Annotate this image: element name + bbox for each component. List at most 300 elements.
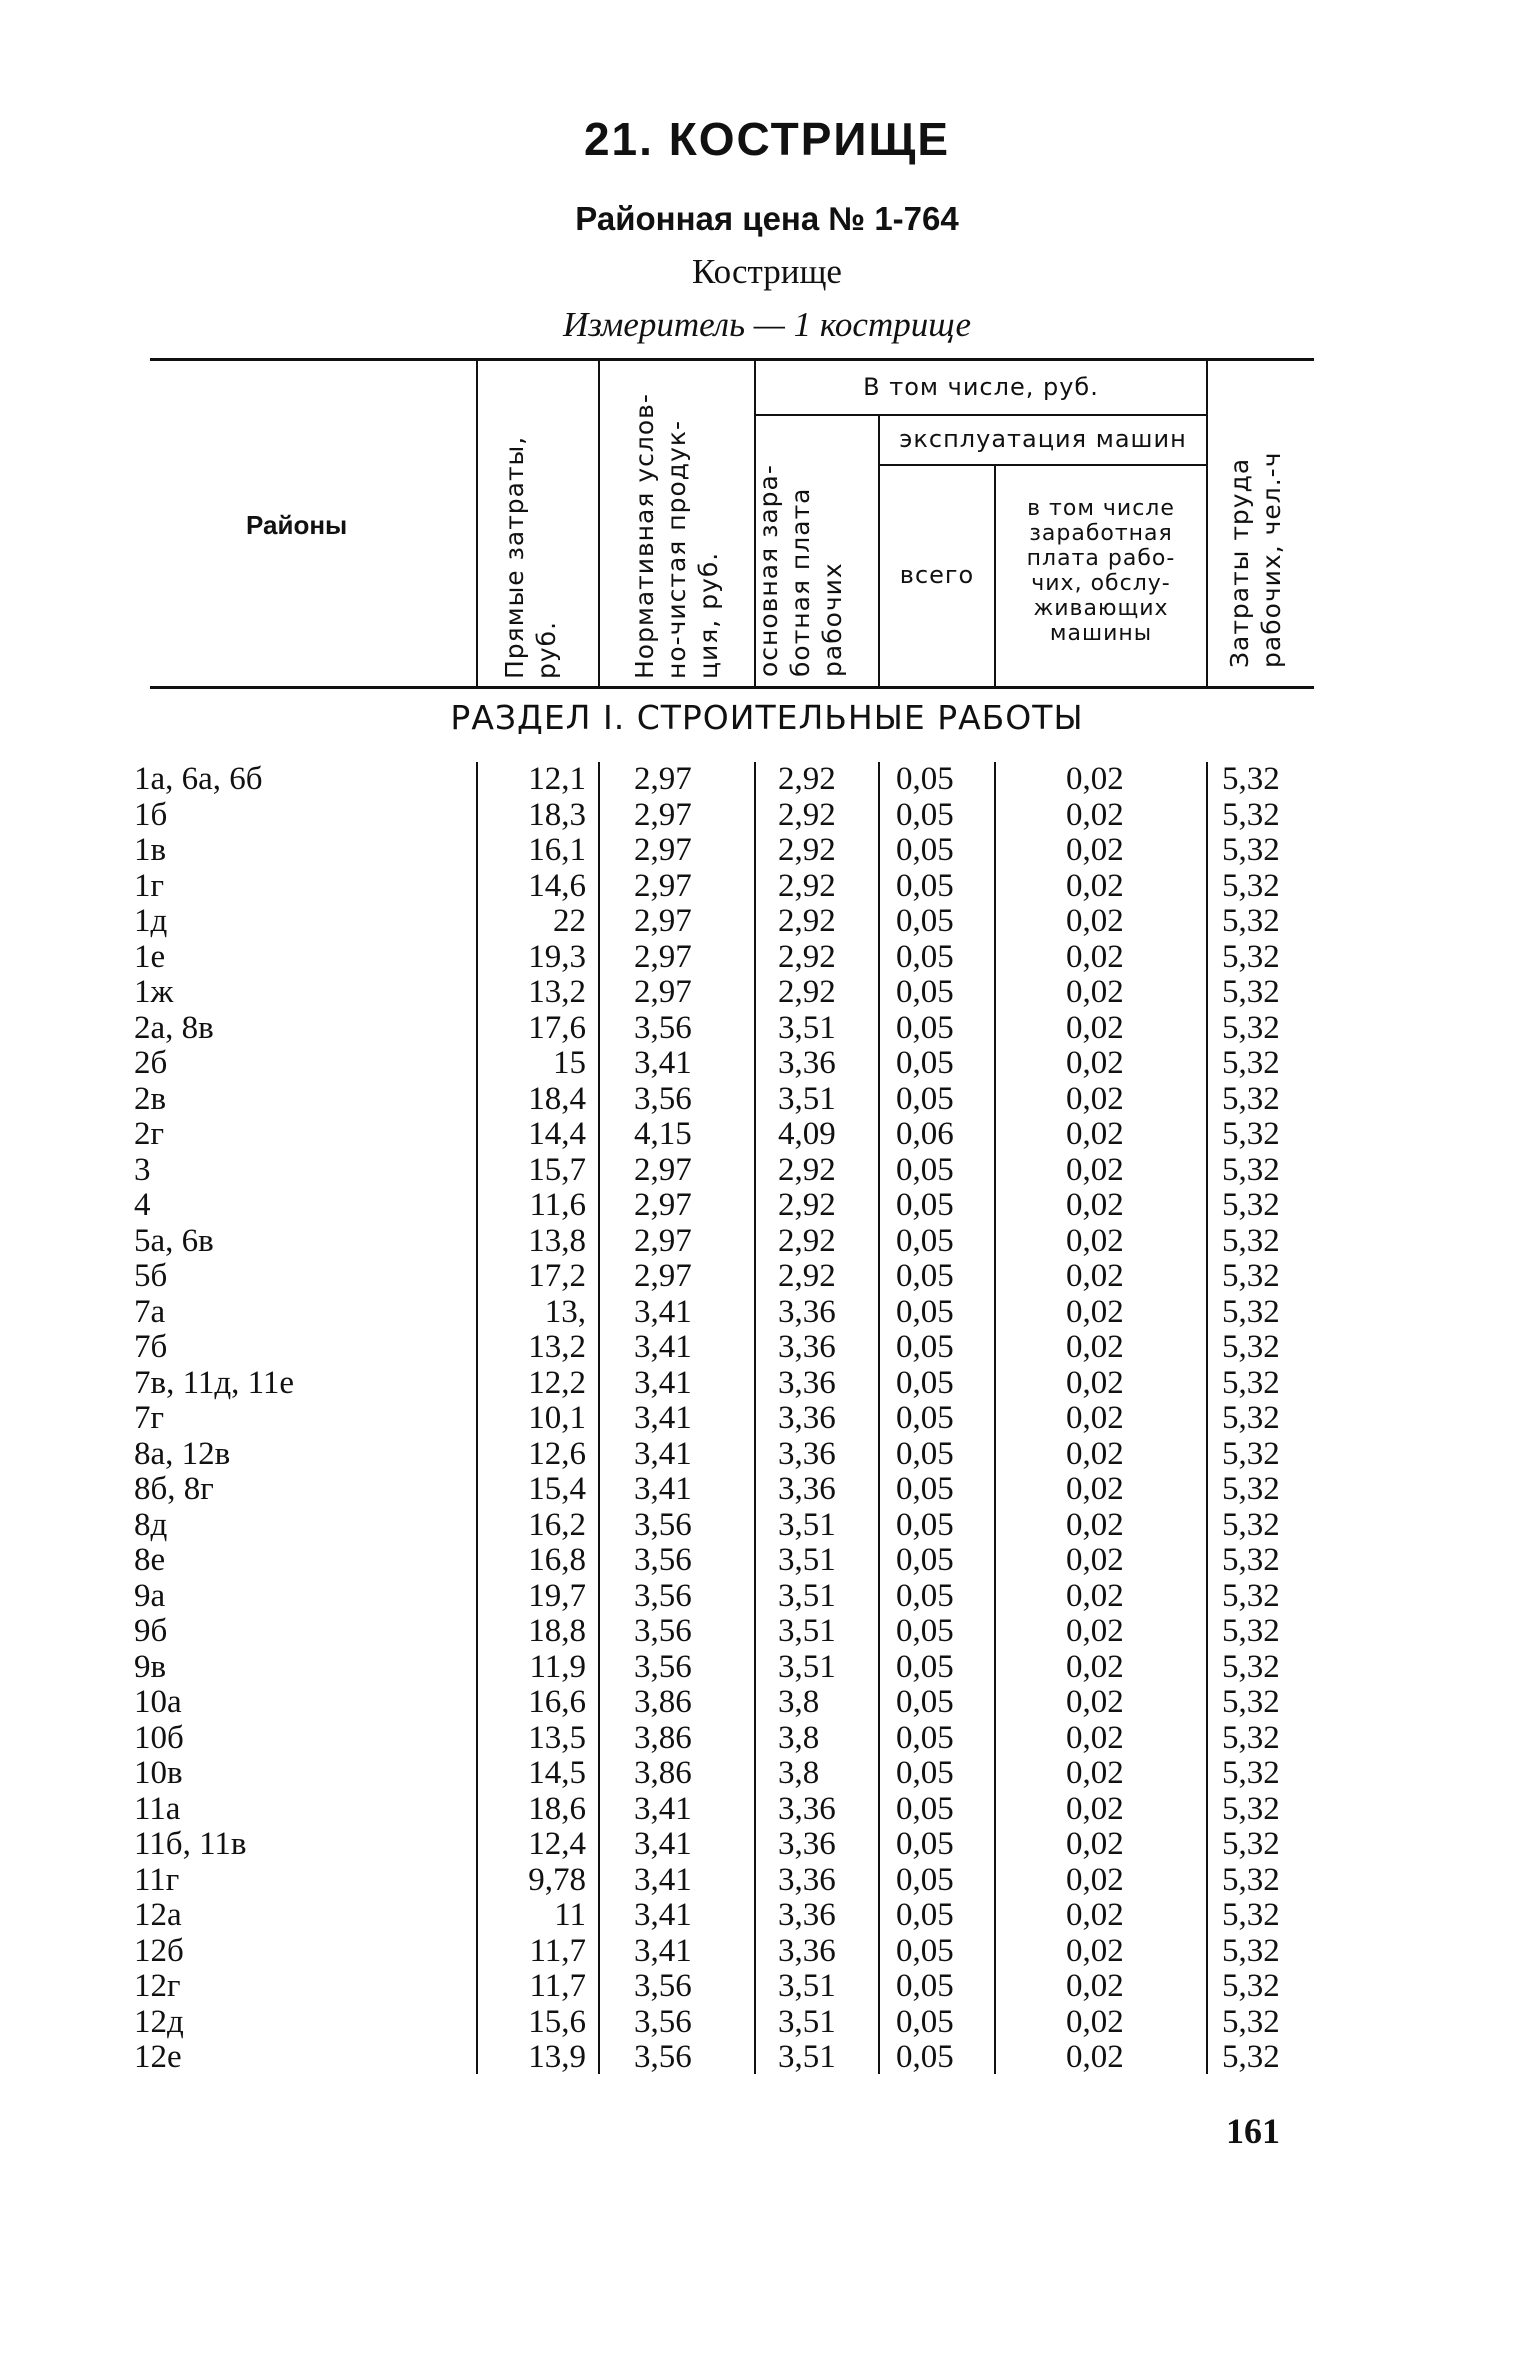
cell-total: 0,05 (896, 1506, 954, 1543)
cell-labor: 5,32 (1222, 1151, 1280, 1188)
cell-normative: 4,15 (634, 1116, 692, 1152)
cell-incl: 0,02 (1066, 1968, 1124, 2004)
cell-region: 1б (134, 796, 168, 833)
cell-total: 0,05 (896, 1045, 954, 1081)
cell-base: 3,51 (778, 2003, 836, 2040)
cell-direct: 12,6 (528, 1435, 586, 1472)
cell-base: 3,51 (778, 1648, 836, 1685)
cell-incl: 0,02 (1066, 1471, 1124, 1507)
unit-line: Измеритель — 1 кострище (562, 305, 972, 344)
cell-labor: 5,32 (1222, 2003, 1280, 2040)
header-sub-rule (756, 414, 1206, 416)
cell-incl: 0,02 (1066, 903, 1124, 939)
cell-total: 0,05 (896, 938, 954, 975)
header-regions: Районы (246, 510, 348, 540)
cell-incl: 0,02 (1066, 1932, 1124, 1969)
cell-incl: 0,02 (1066, 1506, 1124, 1543)
cell-total: 0,05 (896, 1364, 954, 1401)
cell-direct: 9,78 (528, 1861, 586, 1898)
cell-incl: 0,02 (1066, 1258, 1124, 1294)
cell-labor: 5,32 (1222, 1719, 1280, 1756)
cell-base: 2,92 (778, 761, 836, 797)
cell-region: 7в, 11д, 11е (134, 1364, 295, 1401)
cell-direct: 15,4 (528, 1471, 586, 1507)
cell-incl: 0,02 (1066, 1577, 1124, 1614)
cell-labor: 5,32 (1222, 1897, 1280, 1933)
cell-labor: 5,32 (1222, 1222, 1280, 1259)
table-row (0, 1117, 1534, 1153)
cell-total: 0,05 (896, 1648, 954, 1685)
header-sub-rule (880, 464, 1206, 466)
cell-incl: 0,02 (1066, 1293, 1124, 1330)
table-row (0, 2005, 1534, 2041)
table-row (0, 2040, 1534, 2076)
cell-incl: 0,02 (1066, 1080, 1124, 1117)
cell-total: 0,05 (896, 1861, 954, 1898)
cell-labor: 5,32 (1222, 1684, 1280, 1720)
table-row (0, 940, 1534, 976)
cell-labor: 5,32 (1222, 1009, 1280, 1046)
cell-labor: 5,32 (1222, 1116, 1280, 1152)
cell-base: 3,36 (778, 1329, 836, 1365)
cell-region: 10б (134, 1719, 184, 1756)
cell-incl: 0,02 (1066, 1151, 1124, 1188)
cell-labor: 5,32 (1222, 1435, 1280, 1472)
cell-incl: 0,02 (1066, 1009, 1124, 1046)
cell-region: 5а, 6в (134, 1222, 214, 1259)
cell-normative: 3,41 (634, 1861, 692, 1898)
cell-labor: 5,32 (1222, 1968, 1280, 2004)
cell-base: 3,8 (778, 1684, 820, 1720)
cell-direct: 17,2 (528, 1258, 586, 1294)
cell-total: 0,05 (896, 1080, 954, 1117)
cell-normative: 2,97 (634, 1151, 692, 1188)
cell-normative: 2,97 (634, 1258, 692, 1294)
cell-direct: 12,1 (528, 761, 586, 797)
cell-base: 3,51 (778, 1613, 836, 1649)
cell-direct: 18,8 (528, 1613, 586, 1649)
cell-direct: 17,6 (528, 1009, 586, 1046)
header-base-wage: основная зара- ботная плата рабочих (754, 464, 847, 677)
header-normative: Нормативная услов- но-чистая продук- ция, руб. (630, 393, 723, 679)
cell-direct: 22 (553, 903, 586, 939)
cell-direct: 12,2 (528, 1364, 586, 1401)
header-machines: эксплуатация машин (899, 425, 1187, 453)
cell-base: 3,36 (778, 1293, 836, 1330)
cell-labor: 5,32 (1222, 1258, 1280, 1294)
cell-normative: 2,97 (634, 974, 692, 1010)
cell-total: 0,05 (896, 1755, 954, 1791)
cell-labor: 5,32 (1222, 1648, 1280, 1685)
cell-base: 3,36 (778, 1790, 836, 1827)
cell-labor: 5,32 (1222, 1329, 1280, 1365)
cell-base: 3,51 (778, 1080, 836, 1117)
table-row (0, 1650, 1534, 1686)
cell-total: 0,05 (896, 761, 954, 797)
cell-incl: 0,02 (1066, 1790, 1124, 1827)
cell-region: 12б (134, 1932, 184, 1969)
cell-total: 0,05 (896, 1222, 954, 1259)
cell-direct: 16,6 (528, 1684, 586, 1720)
cell-incl: 0,02 (1066, 1045, 1124, 1081)
cell-total: 0,05 (896, 2003, 954, 2040)
cell-normative: 3,41 (634, 1400, 692, 1436)
cell-normative: 3,56 (634, 2003, 692, 2040)
cell-base: 3,51 (778, 1009, 836, 1046)
price-line: Районная цена № 1-764 (575, 200, 959, 237)
table-row (0, 1827, 1534, 1863)
cell-labor: 5,32 (1222, 1755, 1280, 1791)
cell-base: 3,36 (778, 1471, 836, 1507)
cell-base: 2,92 (778, 938, 836, 975)
cell-incl: 0,02 (1066, 1684, 1124, 1720)
cell-incl: 0,02 (1066, 2039, 1124, 2075)
cell-region: 8б, 8г (134, 1471, 214, 1507)
cell-total: 0,05 (896, 832, 954, 868)
cell-direct: 15,7 (528, 1151, 586, 1188)
cell-direct: 11 (554, 1897, 586, 1933)
table-row (0, 798, 1534, 834)
cell-incl: 0,02 (1066, 1648, 1124, 1685)
cell-incl: 0,02 (1066, 796, 1124, 833)
table-row (0, 1792, 1534, 1828)
table-row (0, 1614, 1534, 1650)
cell-base: 3,36 (778, 1897, 836, 1933)
table-row (0, 1508, 1534, 1544)
header-machines-total: всего (899, 561, 975, 589)
cell-normative: 3,41 (634, 1932, 692, 1969)
cell-incl: 0,02 (1066, 1861, 1124, 1898)
cell-incl: 0,02 (1066, 1187, 1124, 1223)
cell-incl: 0,02 (1066, 1719, 1124, 1756)
cell-region: 1в (134, 832, 167, 868)
cell-labor: 5,32 (1222, 1613, 1280, 1649)
cell-total: 0,05 (896, 903, 954, 939)
cell-region: 11а (134, 1790, 181, 1827)
cell-base: 2,92 (778, 1222, 836, 1259)
cell-normative: 3,41 (634, 1329, 692, 1365)
cell-direct: 11,7 (529, 1932, 586, 1969)
cell-incl: 0,02 (1066, 761, 1124, 797)
cell-normative: 3,56 (634, 1009, 692, 1046)
header-divider (1206, 360, 1208, 686)
cell-region: 8д (134, 1506, 168, 1543)
cell-labor: 5,32 (1222, 903, 1280, 939)
cell-base: 3,36 (778, 1045, 836, 1081)
cell-total: 0,05 (896, 974, 954, 1010)
table-body (0, 762, 1534, 2076)
table-row (0, 1685, 1534, 1721)
cell-region: 11б, 11в (134, 1826, 247, 1862)
cell-direct: 13,9 (528, 2039, 586, 2075)
cell-region: 11г (134, 1861, 180, 1898)
table-row (0, 904, 1534, 940)
cell-incl: 0,02 (1066, 1222, 1124, 1259)
cell-direct: 12,4 (528, 1826, 586, 1862)
cell-direct: 14,6 (528, 867, 586, 904)
cell-incl: 0,02 (1066, 1826, 1124, 1862)
cell-direct: 10,1 (528, 1400, 586, 1436)
cell-labor: 5,32 (1222, 1506, 1280, 1543)
table-row (0, 1863, 1534, 1899)
cell-direct: 13, (544, 1293, 586, 1330)
cell-incl: 0,02 (1066, 974, 1124, 1010)
cell-base: 4,09 (778, 1116, 836, 1152)
cell-direct: 19,7 (528, 1577, 586, 1614)
cell-normative: 2,97 (634, 938, 692, 975)
table-row (0, 1898, 1534, 1934)
cell-normative: 3,86 (634, 1684, 692, 1720)
cell-incl: 0,02 (1066, 1897, 1124, 1933)
cell-region: 2б (134, 1045, 168, 1081)
cell-region: 1г (134, 867, 165, 904)
cell-normative: 3,56 (634, 1648, 692, 1685)
cell-region: 12а (134, 1897, 182, 1933)
cell-total: 0,05 (896, 1542, 954, 1578)
cell-direct: 16,8 (528, 1542, 586, 1578)
cell-direct: 13,5 (528, 1719, 586, 1756)
cell-base: 3,36 (778, 1435, 836, 1472)
table-row (0, 1437, 1534, 1473)
cell-normative: 2,97 (634, 1187, 692, 1223)
table-row (0, 762, 1534, 798)
cell-normative: 3,86 (634, 1719, 692, 1756)
cell-total: 0,06 (896, 1116, 954, 1152)
cell-base: 3,51 (778, 1506, 836, 1543)
cell-region: 12д (134, 2003, 184, 2040)
cell-total: 0,05 (896, 1613, 954, 1649)
cell-region: 8а, 12в (134, 1435, 231, 1472)
cell-base: 3,51 (778, 1577, 836, 1614)
cell-total: 0,05 (896, 1897, 954, 1933)
header-bottom-rule (150, 686, 1314, 689)
cell-incl: 0,02 (1066, 1435, 1124, 1472)
item-name: Кострище (692, 252, 842, 291)
cell-normative: 3,56 (634, 1542, 692, 1578)
cell-region: 9в (134, 1648, 167, 1685)
cell-base: 2,92 (778, 832, 836, 868)
cell-region: 9б (134, 1613, 168, 1649)
cell-total: 0,05 (896, 1684, 954, 1720)
table-row (0, 1934, 1534, 1970)
cell-region: 12е (134, 2039, 182, 2075)
cell-direct: 13,2 (528, 974, 586, 1010)
cell-normative: 3,41 (634, 1435, 692, 1472)
table-row (0, 1756, 1534, 1792)
cell-region: 1д (134, 903, 168, 939)
cell-normative: 3,56 (634, 1613, 692, 1649)
cell-normative: 3,56 (634, 2039, 692, 2075)
cell-direct: 16,1 (528, 832, 586, 868)
table-row (0, 1472, 1534, 1508)
table-row (0, 1046, 1534, 1082)
cell-base: 3,36 (778, 1400, 836, 1436)
cell-region: 9а (134, 1577, 166, 1614)
table-row (0, 1330, 1534, 1366)
cell-incl: 0,02 (1066, 832, 1124, 868)
cell-direct: 18,6 (528, 1790, 586, 1827)
cell-total: 0,05 (896, 1719, 954, 1756)
cell-incl: 0,02 (1066, 1613, 1124, 1649)
cell-incl: 0,02 (1066, 1400, 1124, 1436)
cell-direct: 11,6 (529, 1187, 586, 1223)
table-row (0, 1543, 1534, 1579)
cell-base: 3,8 (778, 1719, 820, 1756)
cell-labor: 5,32 (1222, 1293, 1280, 1330)
cell-incl: 0,02 (1066, 1755, 1124, 1791)
cell-base: 3,36 (778, 1364, 836, 1401)
cell-labor: 5,32 (1222, 2039, 1280, 2075)
cell-total: 0,05 (896, 1151, 954, 1188)
cell-labor: 5,32 (1222, 832, 1280, 868)
cell-total: 0,05 (896, 1826, 954, 1862)
cell-region: 1е (134, 938, 166, 975)
cell-total: 0,05 (896, 1435, 954, 1472)
cell-labor: 5,32 (1222, 1861, 1280, 1898)
cell-direct: 19,3 (528, 938, 586, 975)
cell-normative: 2,97 (634, 1222, 692, 1259)
header-divider (598, 360, 600, 686)
cell-region: 12г (134, 1968, 181, 2004)
cell-region: 7г (134, 1400, 165, 1436)
cell-direct: 16,2 (528, 1506, 586, 1543)
cell-total: 0,05 (896, 1187, 954, 1223)
cell-labor: 5,32 (1222, 974, 1280, 1010)
cell-normative: 2,97 (634, 903, 692, 939)
cell-normative: 2,97 (634, 796, 692, 833)
cell-region: 2а, 8в (134, 1009, 214, 1046)
cell-total: 0,05 (896, 1329, 954, 1365)
header-labor: Затраты труда рабочих, чел.-ч (1225, 451, 1286, 668)
cell-region: 1ж (134, 974, 174, 1010)
table-row (0, 1153, 1534, 1189)
cell-normative: 3,86 (634, 1755, 692, 1791)
cell-base: 2,92 (778, 796, 836, 833)
cell-labor: 5,32 (1222, 938, 1280, 975)
cell-total: 0,05 (896, 1577, 954, 1614)
cell-labor: 5,32 (1222, 1932, 1280, 1969)
cell-labor: 5,32 (1222, 1080, 1280, 1117)
table-row (0, 1259, 1534, 1295)
cell-normative: 3,41 (634, 1364, 692, 1401)
cell-total: 0,05 (896, 1471, 954, 1507)
cell-normative: 3,56 (634, 1080, 692, 1117)
cell-region: 8е (134, 1542, 166, 1578)
cell-region: 1а, 6а, 6б (134, 761, 263, 797)
cell-normative: 3,41 (634, 1897, 692, 1933)
cell-base: 3,51 (778, 2039, 836, 2075)
cell-region: 2г (134, 1116, 165, 1152)
table-row (0, 1082, 1534, 1118)
cell-incl: 0,02 (1066, 867, 1124, 904)
cell-labor: 5,32 (1222, 1826, 1280, 1862)
header-top-rule (150, 358, 1314, 361)
page-title: 21. КОСТРИЩЕ (583, 113, 951, 165)
table-row (0, 1011, 1534, 1047)
cell-labor: 5,32 (1222, 1790, 1280, 1827)
cell-total: 0,05 (896, 867, 954, 904)
table-row (0, 1721, 1534, 1757)
cell-normative: 3,41 (634, 1293, 692, 1330)
cell-normative: 3,56 (634, 1577, 692, 1614)
cell-direct: 15 (553, 1045, 586, 1081)
cell-direct: 15,6 (528, 2003, 586, 2040)
cell-labor: 5,32 (1222, 1400, 1280, 1436)
cell-base: 3,36 (778, 1861, 836, 1898)
table-row (0, 1188, 1534, 1224)
section-title: РАЗДЕЛ I. СТРОИТЕЛЬНЫЕ РАБОТЫ (450, 698, 1084, 737)
table-row (0, 1224, 1534, 1260)
page-number: 161 (1226, 2111, 1280, 2151)
cell-direct: 13,2 (528, 1329, 586, 1365)
cell-normative: 3,56 (634, 1506, 692, 1543)
header-machines-wage: в том числе заработная плата рабо- чих, обслу- живающих машины (1026, 496, 1176, 646)
cell-base: 2,92 (778, 867, 836, 904)
header-divider (476, 360, 478, 686)
cell-base: 2,92 (778, 1151, 836, 1188)
cell-total: 0,05 (896, 1790, 954, 1827)
cell-total: 0,05 (896, 1968, 954, 2004)
cell-base: 3,8 (778, 1755, 820, 1791)
cell-base: 3,36 (778, 1932, 836, 1969)
cell-incl: 0,02 (1066, 2003, 1124, 2040)
cell-region: 7а (134, 1293, 166, 1330)
table-row (0, 1295, 1534, 1331)
cell-labor: 5,32 (1222, 1045, 1280, 1081)
cell-region: 7б (134, 1329, 168, 1365)
cell-region: 3 (134, 1151, 151, 1188)
cell-total: 0,05 (896, 1293, 954, 1330)
table-row (0, 1401, 1534, 1437)
cell-region: 10в (134, 1755, 183, 1791)
cell-normative: 3,41 (634, 1471, 692, 1507)
cell-labor: 5,32 (1222, 1187, 1280, 1223)
cell-total: 0,05 (896, 1258, 954, 1294)
cell-direct: 18,3 (528, 796, 586, 833)
cell-region: 5б (134, 1258, 168, 1294)
cell-total: 0,05 (896, 796, 954, 833)
cell-incl: 0,02 (1066, 1542, 1124, 1578)
cell-incl: 0,02 (1066, 1116, 1124, 1152)
header-including: В том числе, руб. (863, 373, 1099, 401)
cell-normative: 3,41 (634, 1045, 692, 1081)
cell-direct: 14,5 (528, 1755, 586, 1791)
cell-total: 0,05 (896, 1932, 954, 1969)
cell-direct: 11,7 (529, 1968, 586, 2004)
header-divider (878, 416, 880, 686)
cell-region: 4 (134, 1187, 151, 1223)
header-direct: Прямые затраты, руб. (500, 435, 561, 679)
cell-direct: 18,4 (528, 1080, 586, 1117)
cell-incl: 0,02 (1066, 1329, 1124, 1365)
cell-base: 3,51 (778, 1968, 836, 2004)
cell-base: 2,92 (778, 1187, 836, 1223)
cell-region: 2в (134, 1080, 167, 1117)
cell-base: 2,92 (778, 903, 836, 939)
cell-normative: 2,97 (634, 761, 692, 797)
table-row (0, 869, 1534, 905)
table-row (0, 1969, 1534, 2005)
cell-incl: 0,02 (1066, 938, 1124, 975)
cell-labor: 5,32 (1222, 1364, 1280, 1401)
cell-labor: 5,32 (1222, 1577, 1280, 1614)
table-row (0, 1579, 1534, 1615)
cell-labor: 5,32 (1222, 796, 1280, 833)
cell-labor: 5,32 (1222, 867, 1280, 904)
cell-region: 10а (134, 1684, 182, 1720)
cell-direct: 11,9 (529, 1648, 586, 1685)
table-row (0, 833, 1534, 869)
